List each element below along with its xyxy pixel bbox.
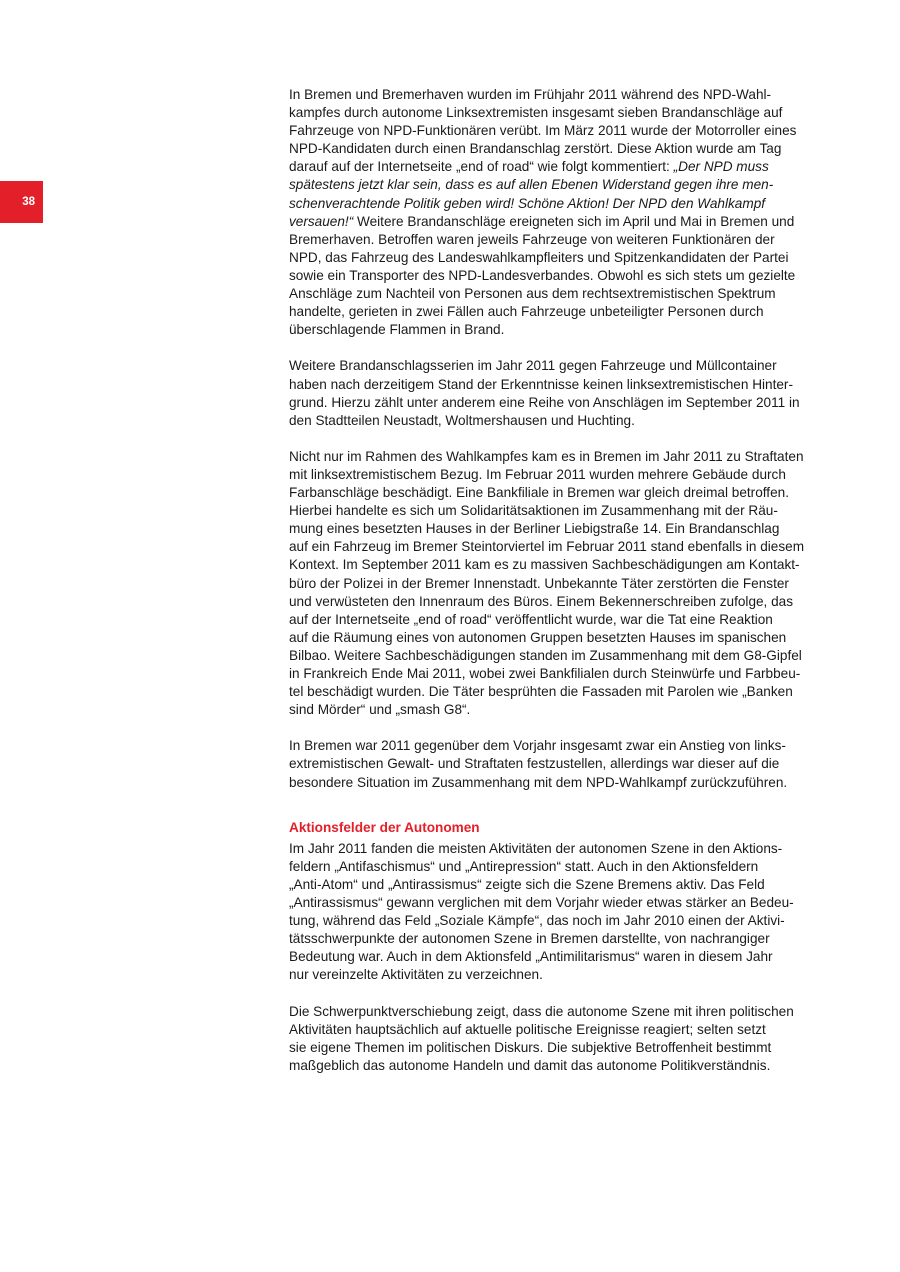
text-line: auf die Räumung eines von autonomen Gruppen besetzten Hauses im spanischen xyxy=(289,629,787,645)
text-line: tung, während das Feld „Soziale Kämpfe“, das noch im Jahr 2010 einen der Aktivi- xyxy=(289,913,785,929)
text-line: maßgeblich das autonome Handeln und damit das autonome Politikverständnis. xyxy=(289,1057,771,1073)
quote-line xyxy=(289,195,849,213)
text-line: büro der Polizei in der Bremer Innenstadt. Unbekannte Täter zerstörten die Fenster xyxy=(289,575,789,591)
page-number: 38 xyxy=(22,196,35,208)
text-line: nur vereinzelte Aktivitäten zu verzeichnen. xyxy=(289,967,543,983)
text-line: mit linksextremistischem Bezug. Im Februar 2011 wurden mehrere Gebäude durch xyxy=(289,466,786,482)
quote-text: schenverachtende Politik geben wird! Schöne Aktion! Der NPD den Wahlkampf xyxy=(289,195,766,211)
text-line: Kontext. Im September 2011 kam es zu massiven Sachbeschädigungen am Kontakt- xyxy=(289,557,800,573)
text-line: Anschläge zum Nachteil von Personen aus dem rechtsextremistischen Spektrum xyxy=(289,286,776,302)
text-line: Bremerhaven. Betroffen waren jeweils Fahrzeuge von weiteren Funktionären der xyxy=(289,231,775,247)
text-line: „Antirassismus“ gewann verglichen mit dem Vorjahr wieder etwas stärker an Bedeu- xyxy=(289,894,794,910)
text-line: handelte, gerieten in zwei Fällen auch Fahrzeuge unbeteiligter Personen durch xyxy=(289,304,764,320)
text-line: grund. Hierzu zählt unter anderem eine Reihe von Anschlägen im September 2011 in xyxy=(289,394,800,410)
quote-end: versauen!“ xyxy=(289,213,354,229)
text-line: Die Schwerpunktverschiebung zeigt, dass die autonome Szene mit ihren politischen xyxy=(289,1003,794,1019)
section-spacer xyxy=(289,792,849,819)
text-line: besondere Situation im Zusammenhang mit dem NPD-Wahlkampf zurückzuführen. xyxy=(289,774,788,790)
text-line: NPD, das Fahrzeug des Landeswahlkampfleiters und Spitzenkandidaten der Partei xyxy=(289,249,789,265)
text-line: In Bremen und Bremerhaven wurden im Frühjahr 2011 während des NPD-Wahl- xyxy=(289,87,772,102)
text-line: tätsschwerpunkte der autonomen Szene in Bremen darstellte, von nachrangiger xyxy=(289,931,770,947)
quote-start: „Der NPD muss xyxy=(673,159,769,175)
paragraph-other-offences xyxy=(289,448,849,719)
text-line: In Bremen war 2011 gegenüber dem Vorjahr insgesamt zwar ein Anstieg von links- xyxy=(289,738,786,754)
text-line: tel beschädigt wurden. Die Täter besprühten die Fassaden mit Parolen wie „Banken xyxy=(289,684,793,700)
quote-text: spätestens jetzt klar sein, dass es auf allen Ebenen Widerstand gegen ihre men- xyxy=(289,177,774,193)
text-line: überschlagende Flammen in Brand. xyxy=(289,322,505,338)
text-line: auf ein Fahrzeug im Bremer Steintorviertel im Februar 2011 stand ebenfalls in diesem xyxy=(289,539,805,555)
text-line: „Anti-Atom“ und „Antirassismus“ zeigte sich die Szene Bremens aktiv. Das Feld xyxy=(289,876,765,892)
text-line: sind Mörder“ und „smash G8“. xyxy=(289,702,471,718)
text-line: Hierbei handelte es sich um Solidaritätsaktionen im Zusammenhang mit der Räu- xyxy=(289,503,778,519)
text-line: feldern „Antifaschismus“ und „Antirepression“ statt. Auch in den Aktionsfeldern xyxy=(289,858,759,874)
paragraph-spacer xyxy=(289,719,849,737)
text-line: in Frankreich Ende Mai 2011, wobei zwei Bankfilialen durch Steinwürfe und Farbbeu- xyxy=(289,666,801,681)
text-line: Nicht nur im Rahmen des Wahlkampfes kam es in Bremen im Jahr 2011 zu Straftaten xyxy=(289,448,804,464)
text-line xyxy=(289,213,849,231)
text-line: sowie ein Transporter des NPD-Landesverbandes. Obwohl es sich stets um gezielte xyxy=(289,267,796,283)
text-line: mung eines besetzten Hauses in der Berliner Liebigstraße 14. Ein Brandanschlag xyxy=(289,521,780,537)
page-number-tab xyxy=(0,181,43,223)
text-line: Bedeutung war. Auch in dem Aktionsfeld „Antimilitarismus“ waren in diesem Jahr xyxy=(289,949,773,965)
paragraph-spacer xyxy=(289,339,849,357)
text-line: und verwüsteten den Innenraum des Büros. Einem Bekennerschreiben zufolge, das xyxy=(289,593,794,609)
text-line: Im Jahr 2011 fanden die meisten Aktivitäten der autonomen Szene in den Aktions- xyxy=(289,840,783,856)
text-line: Bilbao. Weitere Sachbeschädigungen standen im Zusammenhang mit dem G8-Gipfel xyxy=(289,647,802,663)
text-line xyxy=(289,158,849,176)
section-heading: Aktionsfelder der Autonomen xyxy=(289,819,480,835)
text-line: sie eigene Themen im politischen Diskurs. Die subjektive Betroffenheit bestimmt xyxy=(289,1039,772,1055)
paragraph-action-fields xyxy=(289,840,849,985)
paragraph-focus-shift xyxy=(289,1003,849,1075)
text-line: den Stadtteilen Neustadt, Woltmershausen und Huchting. xyxy=(289,412,635,428)
quote-line xyxy=(289,176,849,194)
paragraph-arson-series xyxy=(289,357,849,429)
paragraph-spacer xyxy=(289,430,849,448)
paragraph-spacer xyxy=(289,984,849,1002)
text-line: Fahrzeuge von NPD-Funktionären verübt. Im März 2011 wurde der Motorroller eines xyxy=(289,123,797,139)
text-line: Farbanschläge beschädigt. Eine Bankfiliale in Bremen war gleich dreimal betroffen. xyxy=(289,485,789,501)
text-line: Weitere Brandanschlagsserien im Jahr 2011 gegen Fahrzeuge und Müllcontainer xyxy=(289,358,777,374)
main-content xyxy=(289,86,849,1075)
text-line: Aktivitäten hauptsächlich auf aktuelle politische Ereignisse reagiert; selten setzt xyxy=(289,1021,766,1037)
text-segment: darauf auf der Internetseite „end of road“ wie folgt kommentiert: xyxy=(289,159,674,175)
text-segment: Weitere Brandanschläge ereigneten sich im April und Mai in Bremen und xyxy=(353,213,795,229)
text-line: NPD-Kandidaten durch einen Brandanschlag zerstört. Diese Aktion wurde am Tag xyxy=(289,141,782,157)
text-line: kampfes durch autonome Linksextremisten insgesamt sieben Brandanschläge auf xyxy=(289,105,783,121)
text-line: auf der Internetseite „end of road“ veröffentlicht wurde, war die Tat eine Reaktion xyxy=(289,611,773,627)
paragraph-summary-2011 xyxy=(289,737,849,791)
text-line: haben nach derzeitigem Stand der Erkenntnisse keinen linksextremistischen Hinter- xyxy=(289,376,793,392)
paragraph-npd-arson-attacks xyxy=(289,86,849,339)
text-line: extremistischen Gewalt- und Straftaten festzustellen, allerdings war dieser auf die xyxy=(289,756,780,772)
